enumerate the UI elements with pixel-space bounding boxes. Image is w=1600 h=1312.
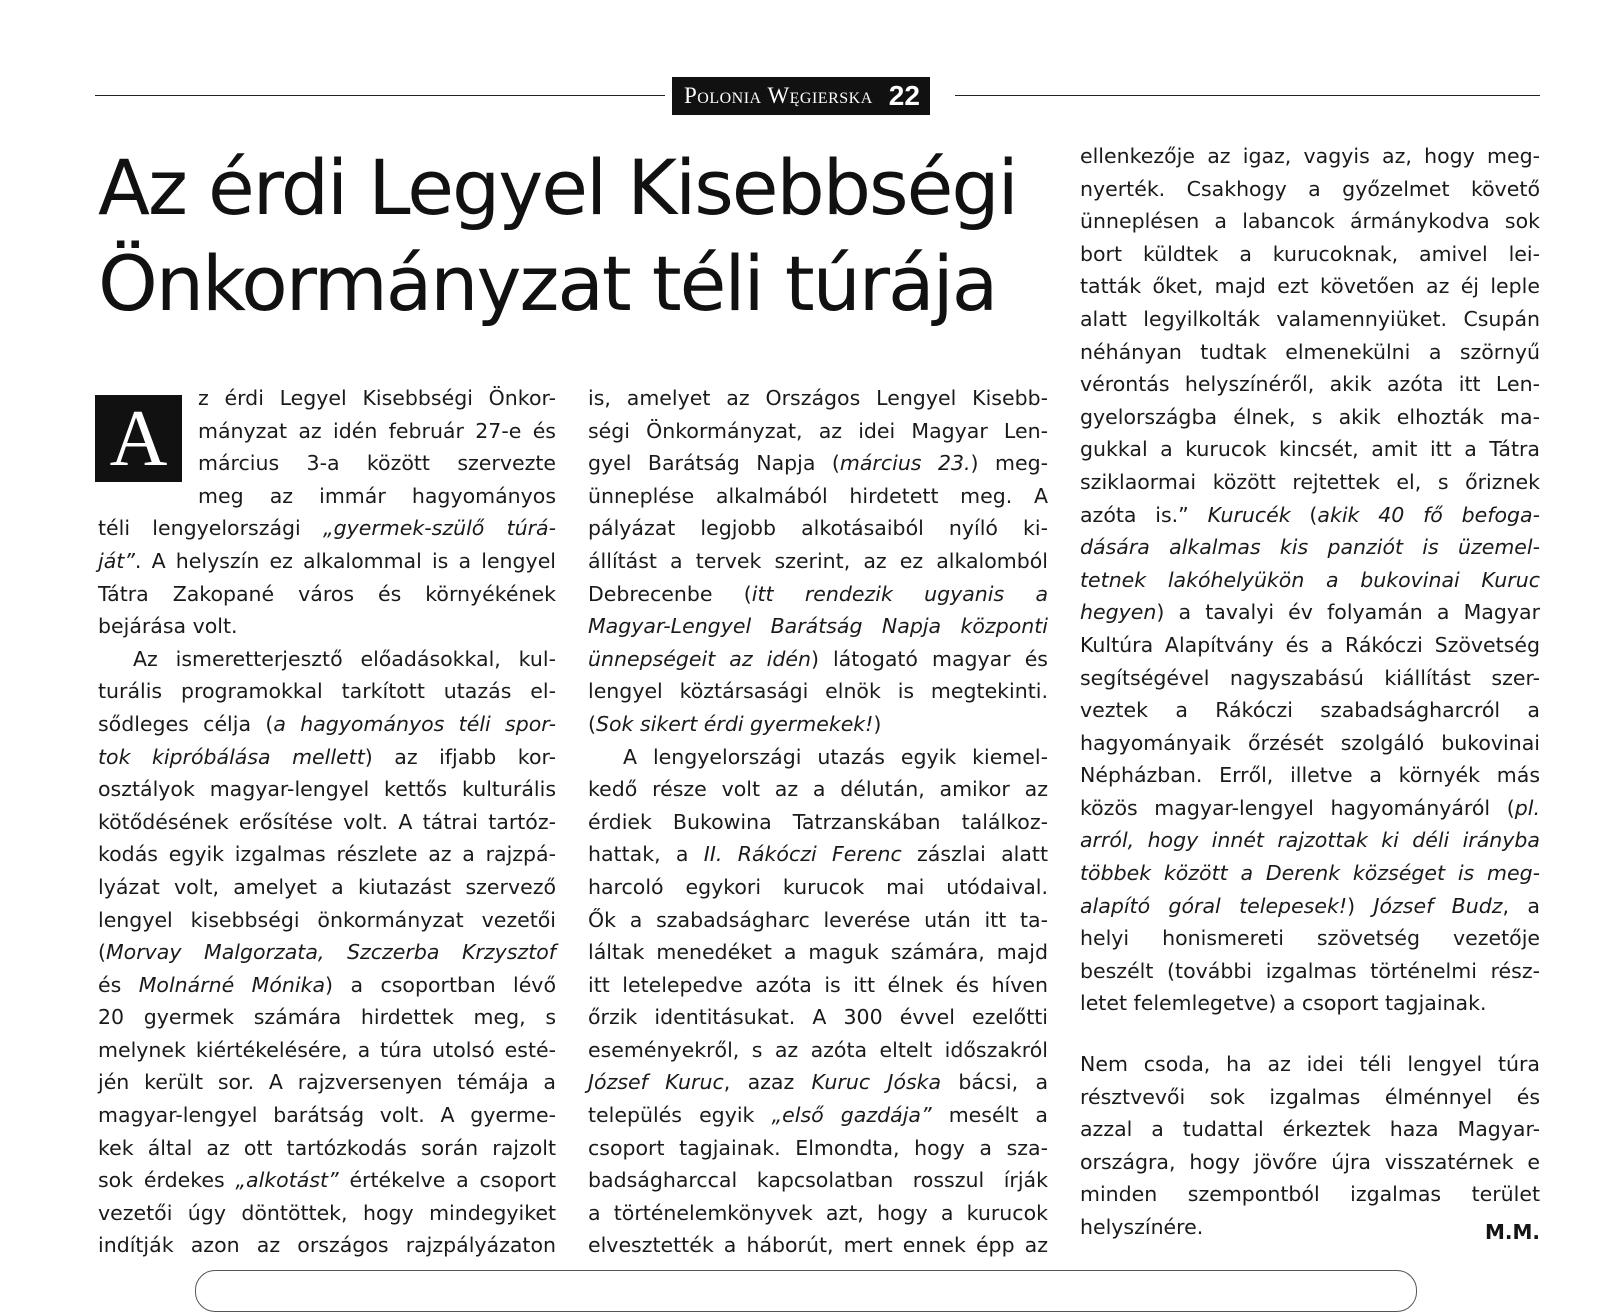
text-line: téli lengyelországi „gyermek-szülő túrá- <box>98 516 557 541</box>
text-line: tok kipróbálása mellett) az ifjabb kor- <box>98 744 557 769</box>
text-line: Nem csoda, ha az idei téli lengyel túra <box>1080 1052 1540 1077</box>
masthead-title: Polonia Węgierska <box>684 83 873 108</box>
text-line: is, amelyet az Országos Lengyel Kisebb- <box>588 386 1048 410</box>
text-line: nyerték. Csakhogy a győzelmet követő <box>1080 176 1540 201</box>
text-line: azóta is.” Kurucék (akik 40 fő befoga- <box>1080 502 1540 527</box>
text-line: közös magyar-lengyel hagyományáról (pl. <box>1080 795 1540 820</box>
text-line: település egyik „első gazdája” mesélt a <box>588 1103 1048 1128</box>
text-line: alatt legyilkolták valamennyiüket. Csupán <box>1080 306 1540 331</box>
text-line: sok érdekes „alkotást” értékelve a csoport <box>98 1168 556 1193</box>
text-line: alapító góral telepesek!) József Budz, a <box>1080 893 1540 918</box>
text-line: kedő része volt az a délután, amikor az <box>588 777 1048 802</box>
text-line: Kultúra Alapítvány és a Rákóczi Szövetség <box>1080 632 1540 657</box>
text-line: eseményekről, s az azóta eltelt időszakról <box>588 1037 1048 1062</box>
text-line: (Sok sikert érdi gyermekek!) <box>588 711 882 736</box>
text-line: jén került sor. A rajzversenyen témája a <box>98 1070 556 1095</box>
text-line: lengyel kisebbségi önkormányzat vezetői <box>98 907 556 932</box>
text-line: a történelemkönyvek azt, hogy a kurucok <box>588 1200 1048 1225</box>
text-line: ünneplésen a labancok ármánykodva sok <box>1080 209 1540 234</box>
text-line: érdiek Bukowina Tatrzanskában találkoz- <box>588 809 1048 834</box>
text-line: gyelországba élnek, s akik elhozták ma- <box>1080 404 1540 429</box>
text-line: március 3-a között szervezte <box>198 451 556 476</box>
text-line: sziklaormai között rejtettek el, s őriznek <box>1080 469 1540 494</box>
text-line: résztvevői sok izgalmas élménnyel és <box>1080 1084 1540 1109</box>
drop-cap: A <box>95 395 182 482</box>
text-line: 20 gyermek számára hirdettek meg, s <box>98 1005 556 1030</box>
text-line: Az ismeretterjesztő előadásokkal, kul- <box>133 646 556 671</box>
text-line: és Molnárné Mónika) a csoportban lévő <box>98 972 556 997</box>
text-line: lyázat volt, amelyet a kiutazást szervező <box>98 874 556 899</box>
header-rule-left <box>95 95 665 96</box>
text-line: mányzat az idén február 27-e és <box>198 418 556 443</box>
bottom-frame-border <box>195 1270 1417 1312</box>
text-line: dására alkalmas kis panziót is üzemel- <box>1080 535 1540 560</box>
text-line: hegyen) a tavalyi év folyamán a Magyar <box>1080 600 1540 625</box>
text-line: ünnepségeit az idén) látogató magyar és <box>588 646 1048 671</box>
text-line: néhányan tudtak elmenekülni a szörnyű <box>1080 339 1540 364</box>
text-line: vezetői úgy döntöttek, hogy mindegyiket <box>98 1200 556 1225</box>
text-line: többek között a Derenk községet is meg- <box>1080 861 1540 886</box>
headline-line-1: Az érdi Legyel Kisebbségi <box>98 143 1017 232</box>
text-line: sődleges célja (a hagyományos téli spor- <box>98 711 556 736</box>
text-line: (Morvay Malgorzata, Szczerba Krzysztof <box>98 940 556 965</box>
article-column-3 <box>1080 140 1540 1244</box>
text-line: minden szempontból izgalmas terület <box>1080 1182 1540 1207</box>
text-line: gyel Barátság Napja (március 23.) meg- <box>588 451 1048 476</box>
text-line: itt letelepedve azóta is itt élnek és híven <box>588 972 1048 997</box>
text-line: beszélt (további izgalmas történelmi rész- <box>1080 958 1540 983</box>
text-line: tatták őket, majd ezt követően az éj leple <box>1080 274 1540 299</box>
text-line: országra, hogy jövőre újra visszatérnek e <box>1080 1149 1540 1174</box>
article-column-2 <box>588 382 1048 1262</box>
text-line: segítségével nagyszabású kiállítást szer- <box>1080 665 1540 690</box>
text-line: A lengyelországi utazás egyik kiemel- <box>623 744 1048 769</box>
text-line: magyar-lengyel barátság volt. A gyerme- <box>98 1103 556 1128</box>
text-line: helyszínére. <box>1080 1215 1204 1239</box>
text-line: kek által az ott tartózkodás során rajzolt <box>98 1135 556 1160</box>
masthead <box>672 77 930 115</box>
text-line: ségi Önkormányzat, az idei Magyar Len- <box>588 418 1048 443</box>
text-line: indítják azon az országos rajzpályázaton <box>98 1233 556 1258</box>
text-line: badságharccal kapcsolatban rosszul írják <box>588 1168 1048 1193</box>
text-line: Népházban. Erről, illetve a környék más <box>1080 763 1540 788</box>
text-line: Tátra Zakopané város és környékének <box>98 581 556 606</box>
article-headline <box>98 140 1058 332</box>
text-line: tetnek lakóhelyükön a bukovinai Kuruc <box>1080 567 1540 592</box>
text-line: gukkal a kurucok kincsét, amit itt a Tátra <box>1080 437 1540 462</box>
text-line: harcoló egykori kurucok mai utódaival. <box>588 874 1048 899</box>
text-line: bort küldtek a kurucoknak, amivel lei- <box>1080 241 1540 266</box>
text-line: meg az immár hagyományos <box>198 483 556 508</box>
page-number: 22 <box>888 80 920 111</box>
text-line: Magyar-Lengyel Barátság Napja központi <box>588 614 1048 639</box>
text-line: állítást a tervek szerint, az ez alkalomból <box>588 548 1048 573</box>
text-line: z érdi Legyel Kisebbségi Önkor- <box>198 386 556 410</box>
text-line: elvesztették a háborút, mert ennek épp az <box>588 1233 1048 1258</box>
text-line: osztályok magyar-lengyel kettős kulturális <box>98 777 556 802</box>
article-column-1 <box>98 382 556 1262</box>
text-line: vérontás helyszínéről, akik azóta itt Len- <box>1080 372 1540 397</box>
text-line: Debrecenbe (itt rendezik ugyanis a <box>588 581 1049 606</box>
author-signature: M.M. <box>1485 1220 1540 1244</box>
text-line: láltak menedéket a maguk számára, majd <box>588 940 1048 965</box>
text-line: kötődésének erősítése volt. A tátrai tartóz- <box>98 809 556 834</box>
text-line: csoport tagjainak. Elmondta, hogy a sza- <box>588 1135 1048 1160</box>
header-rule-right <box>955 95 1540 96</box>
headline-line-2: Önkormányzat téli túrája <box>98 239 997 328</box>
text-line: ellenkezője az igaz, vagyis az, hogy meg- <box>1080 144 1540 168</box>
text-line: ünneplése alkalmából hirdetett meg. A <box>588 483 1048 508</box>
text-line: Ők a szabadságharc leverése után itt ta- <box>588 907 1048 932</box>
text-line: ját”. A helyszín ez alkalommal is a lengyel <box>98 548 556 573</box>
text-line: pályázat legjobb alkotásaiból nyíló ki- <box>588 516 1048 541</box>
text-line: melynek kiértékelésére, a túra utolsó esté- <box>98 1037 556 1062</box>
text-line: arról, hogy innét rajzottak ki déli irányba <box>1080 828 1540 853</box>
text-line: helyi honismereti szövetség vezetője <box>1080 926 1540 951</box>
text-line: turális programokkal tarkított utazás el- <box>98 679 556 704</box>
text-line: hattak, a II. Rákóczi Ferenc zászlai alatt <box>588 842 1048 867</box>
text-line: bejárása volt. <box>98 614 238 639</box>
text-line: azzal a tudattal érkeztek haza Magyar- <box>1080 1117 1540 1142</box>
text-line: kodás egyik izgalmas részlete az a rajzpá- <box>98 842 556 867</box>
text-line: letet felemlegetve) a csoport tagjainak. <box>1080 991 1487 1016</box>
text-line: hagyományaik őrzését szolgáló bukovinai <box>1080 730 1540 755</box>
text-line: lengyel köztársasági elnök is megtekinti. <box>588 679 1048 704</box>
text-line: József Kuruc, azaz Kuruc Jóska bácsi, a <box>588 1070 1049 1095</box>
text-line: őrzik identitásukat. A 300 évvel ezelőtti <box>588 1005 1048 1030</box>
text-line: veztek a Rákóczi szabadságharcról a <box>1080 698 1540 723</box>
